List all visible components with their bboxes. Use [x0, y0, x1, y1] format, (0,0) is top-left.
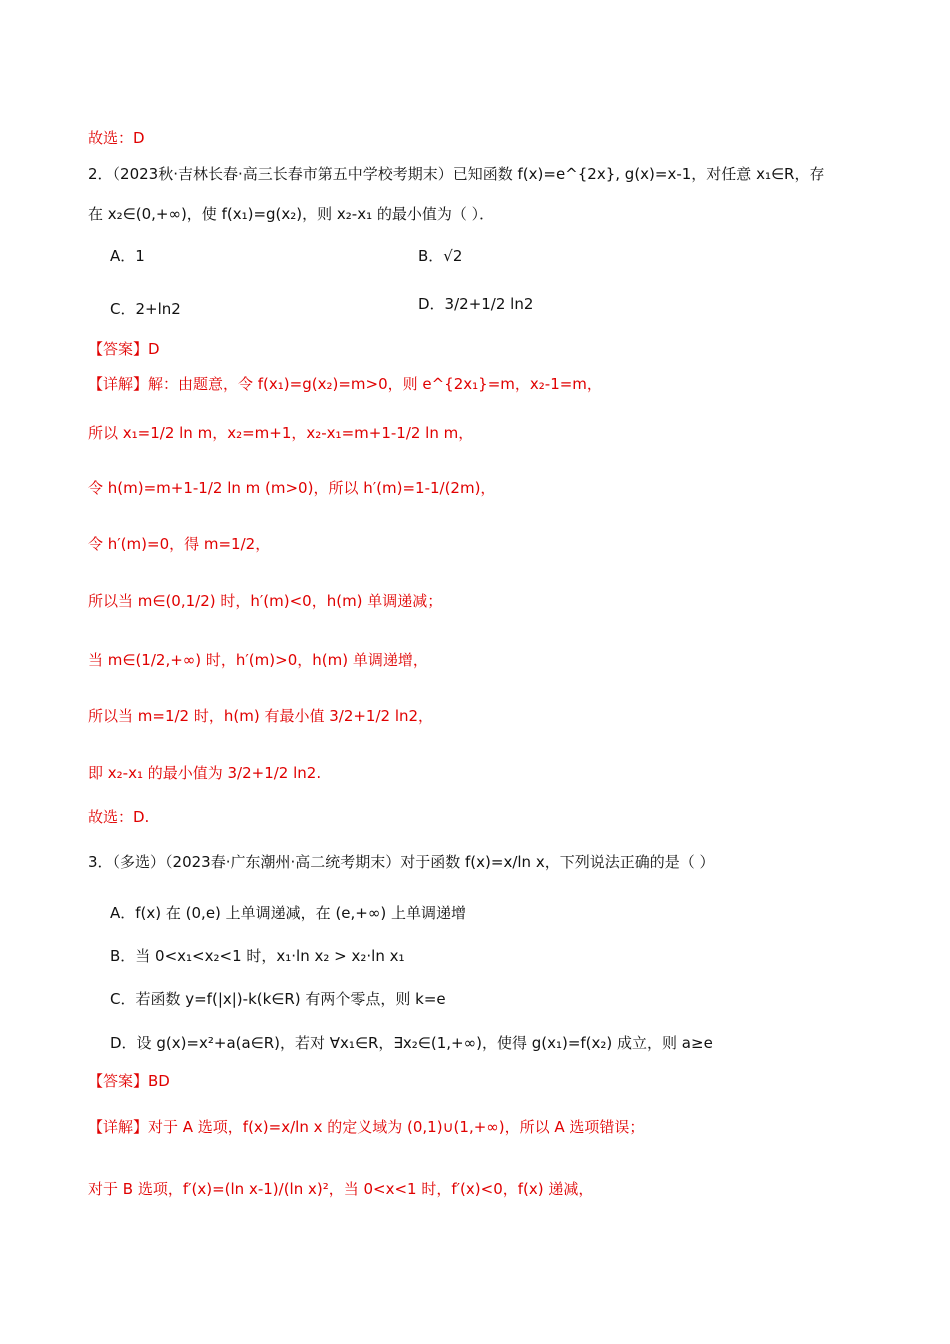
option-b: B．√2	[418, 247, 463, 265]
solution-line: 所以当 m∈(0,1/2) 时，h′(m)<0，h(m) 单调递减；	[88, 592, 443, 610]
answer-label: 【答案】BD	[88, 1072, 170, 1090]
solution-line: 即 x₂-x₁ 的最小值为 3/2+1/2 ln2.	[88, 764, 322, 782]
question-2-stem: 2．（2023秋·吉林长春·高三长春市第五中学校考期末）已知函数 f(x)=e^{2x}, g(x)=x-1，对任意 x₁∈R，存	[88, 165, 825, 183]
option-a: A．1	[110, 247, 145, 265]
solution-line: 令 h(m)=m+1-1/2 ln m (m>0)，所以 h′(m)=1-1/(2m)，	[88, 479, 496, 497]
solution-line: 令 h′(m)=0，得 m=1/2，	[88, 535, 271, 553]
option-d: D．设 g(x)=x²+a(a∈R)，若对 ∀x₁∈R，∃x₂∈(1,+∞)，使得 g(x₁)=f(x₂) 成立，则 a≥e	[110, 1034, 713, 1052]
solution-line: 【详解】解：由题意，令 f(x₁)=g(x₂)=m>0，则 e^{2x₁}=m，x₂-1=m，	[88, 375, 602, 393]
question-2-stem-cont: 在 x₂∈(0,+∞)，使 f(x₁)=g(x₂)，则 x₂-x₁ 的最小值为（ ）．	[88, 205, 495, 223]
option-c: C．若函数 y=f(|x|)-k(k∈R) 有两个零点，则 k=e	[110, 990, 446, 1008]
solution-line: 故选：D.	[88, 808, 150, 826]
option-a: A．f(x) 在 (0,e) 上单调递减，在 (e,+∞) 上单调递增	[110, 904, 466, 922]
solution-line: 当 m∈(1/2,+∞) 时，h′(m)>0，h(m) 单调递增，	[88, 651, 428, 669]
solution-line: 所以当 m=1/2 时，h(m) 有最小值 3/2+1/2 ln2，	[88, 707, 434, 725]
solution-line: 所以 x₁=1/2 ln m，x₂=m+1，x₂-x₁=m+1-1/2 ln m，	[88, 424, 474, 442]
answer-label: 【答案】D	[88, 340, 160, 358]
solution-line: 对于 B 选项，f′(x)=(ln x-1)/(ln x)²，当 0<x<1 时，f′(x)<0，f(x) 递减，	[88, 1180, 594, 1198]
option-b: B．当 0<x₁<x₂<1 时，x₁·ln x₂ > x₂·ln x₁	[110, 947, 405, 965]
option-d: D．3/2+1/2 ln2	[418, 295, 534, 313]
question-3-stem: 3．（多选）（2023春·广东潮州·高二统考期末）对于函数 f(x)=x/ln x，下列说法正确的是（ ）	[88, 853, 715, 871]
solution-line: 【详解】对于 A 选项，f(x)=x/ln x 的定义域为 (0,1)∪(1,+∞)，所以 A 选项错误；	[88, 1118, 645, 1136]
option-c: C．2+ln2	[110, 300, 181, 318]
text-line: 故选：D	[88, 129, 145, 147]
